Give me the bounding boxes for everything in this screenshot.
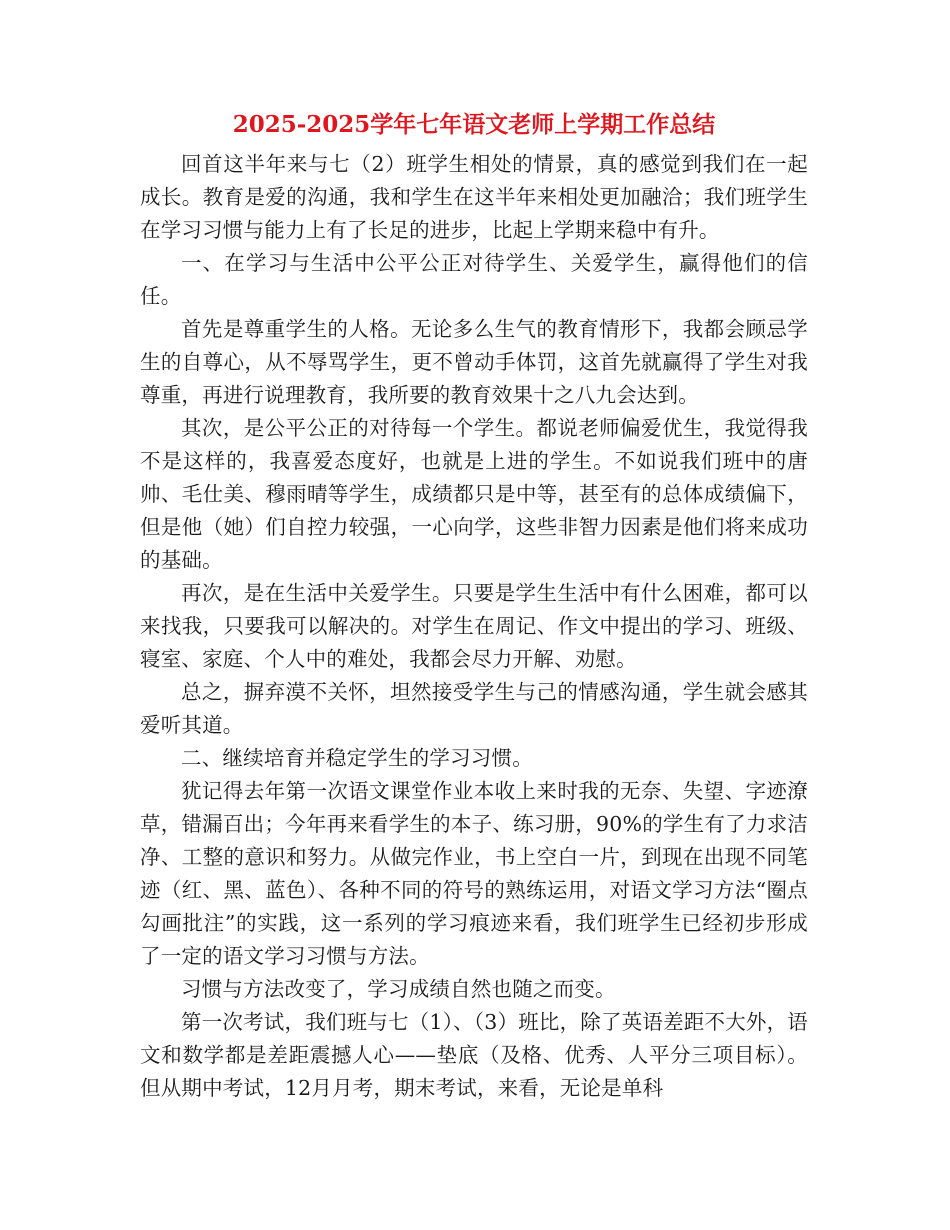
paragraph-habits: 习惯与方法改变了，学习成绩自然也随之而变。 xyxy=(181,977,616,1001)
paragraph-intro: 回首这半年来与七（2）班学生相处的情景，真的感觉到我们在一起成长。教育是爱的沟通，我和学生在这半年来相处更加融洽；我们班学生在学习习惯与能力上有了长足的进步，比起上学期来稳中有升。 xyxy=(140,152,808,242)
document-page xyxy=(140,100,808,1105)
document-title: 2025-2025学年七年语文老师上学期工作总结 xyxy=(232,111,716,138)
paragraph-summary: 总之，摒弃漠不关怀，坦然接受学生与己的情感沟通，学生就会感其爱听其道。 xyxy=(140,680,808,737)
paragraph-respect: 首先是尊重学生的人格。无论多么生气的教育情形下，我都会顾忌学生的自尊心，从不辱骂学生，更不曾动手体罚，这首先就赢得了学生对我尊重，再进行说理教育，我所要的教育效果十之八九会达到。 xyxy=(140,317,808,407)
paragraph-care: 再次，是在生活中关爱学生。只要是学生生活中有什么困难，都可以来找我，只要我可以解决的。对学生在周记、作文中提出的学习、班级、寝室、家庭、个人中的难处，我都会尽力开解、劝慰。 xyxy=(140,581,808,671)
paragraph-exams: 第一次考试，我们班与七（1）、（3）班比，除了英语差距不大外，语文和数学都是差距震撼人心——垫底（及格、优秀、人平分三项目标）。但从期中考试，12月月考，期末考试，来看，无论是单科 xyxy=(140,1010,808,1100)
section-heading-2: 二、继续培育并稳定学生的学习习惯。 xyxy=(181,746,533,770)
paragraph-fairness: 其次，是公平公正的对待每一个学生。都说老师偏爱优生，我觉得我不是这样的，我喜爱态度好，也就是上进的学生。不如说我们班中的唐帅、毛仕美、穆雨晴等学生，成绩都只是中等，甚至有的总体成绩偏下，但是他（她）们自控力较强，一心向学，这些非智力因素是他们将来成功的基础。 xyxy=(140,416,808,572)
section-heading-1: 一、在学习与生活中公平公正对待学生、关爱学生，赢得他们的信任。 xyxy=(140,251,808,308)
paragraph-homework: 犹记得去年第一次语文课堂作业本收上来时我的无奈、失望、字迹潦草，错漏百出；今年再来看学生的本子、练习册，90%的学生有了力求洁净、工整的意识和努力。从做完作业，书上空白一片，到现在出现不同笔迹（红、黑、蓝色）、各种不同的符号的熟练运用，对语文学习方法“圈点勾画批注”的实践，这一系列的学习痕迹来看，我们班学生已经初步形成了一定的语文学习习惯与方法。 xyxy=(140,779,808,968)
